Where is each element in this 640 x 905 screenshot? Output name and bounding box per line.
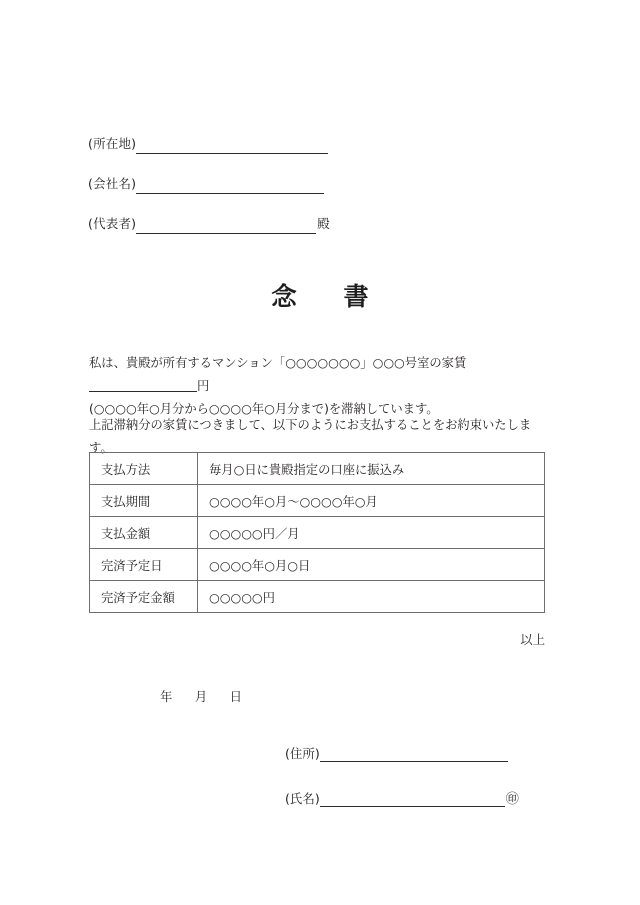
table-cell-label-completion-date: 完済予定日 (90, 549, 198, 581)
table-cell-label-payment-method: 支払方法 (90, 453, 198, 485)
table-cell-value-completion-amount[interactable]: ○○○○○円 (198, 581, 545, 613)
table-row (90, 549, 545, 581)
signature-block (285, 740, 555, 830)
signature-input-name[interactable] (320, 791, 505, 807)
arrears-period-text: (○○○○年○月分から○○○○年○月分まで)を滞納しています。 (89, 402, 439, 416)
signature-label-name: (氏名) (285, 791, 320, 806)
rent-amount-unit: 円 (197, 379, 210, 393)
date-day-label: 日 (229, 690, 243, 704)
table-cell-value-payment-amount[interactable]: ○○○○○円／月 (198, 517, 545, 549)
signature-input-address[interactable] (320, 746, 508, 762)
addressee-label-location: (所在地) (88, 136, 137, 151)
addressee-row-company (88, 172, 558, 194)
table-cell-value-completion-date[interactable]: ○○○○年○月○日 (198, 549, 545, 581)
addressee-honorific-dono: 殿 (317, 216, 330, 231)
payment-terms-table (89, 452, 545, 613)
arrears-sentence-prefix: 私は、貴殿が所有するマンション「○○○○○○○」○○○号室の家賃 (89, 356, 467, 370)
seal-stamp-icon: ㊞ (505, 792, 519, 807)
date-year-label: 年 (160, 690, 173, 704)
addressee-row-representative (88, 212, 558, 234)
document-title: 念 書 (271, 282, 380, 311)
signature-label-address: (住所) (285, 746, 320, 761)
table-cell-label-payment-period: 支払期間 (90, 485, 198, 517)
table-row (90, 517, 545, 549)
addressee-block (88, 132, 558, 252)
addressee-label-company: (会社名) (88, 176, 137, 191)
date-month-label: 月 (194, 690, 208, 704)
table-row (90, 581, 545, 613)
table-cell-label-completion-amount: 完済予定金額 (90, 581, 198, 613)
table-cell-label-payment-amount: 支払金額 (90, 517, 198, 549)
rent-amount-input[interactable] (89, 378, 197, 392)
promise-text: 上記滞納分の家賃につきまして、以下のようにお支払することをお約束いたします。 (89, 418, 532, 455)
table-cell-value-payment-method[interactable]: 毎月○日に貴殿指定の口座に振込み (198, 453, 545, 485)
signature-row-name (285, 785, 555, 807)
addressee-row-location (88, 132, 558, 154)
table-row (90, 453, 545, 485)
closing-ijou: 以上 (520, 633, 545, 647)
addressee-input-company[interactable] (136, 178, 324, 194)
signature-row-address (285, 740, 555, 762)
table-cell-value-payment-period[interactable]: ○○○○年○月～○○○○年○月 (198, 485, 545, 517)
table-row (90, 485, 545, 517)
body-paragraph-arrears (89, 352, 549, 421)
addressee-input-location[interactable] (136, 138, 328, 154)
addressee-input-representative[interactable] (136, 218, 316, 234)
addressee-label-representative: (代表者) (88, 216, 137, 231)
signature-date-line (160, 687, 242, 705)
